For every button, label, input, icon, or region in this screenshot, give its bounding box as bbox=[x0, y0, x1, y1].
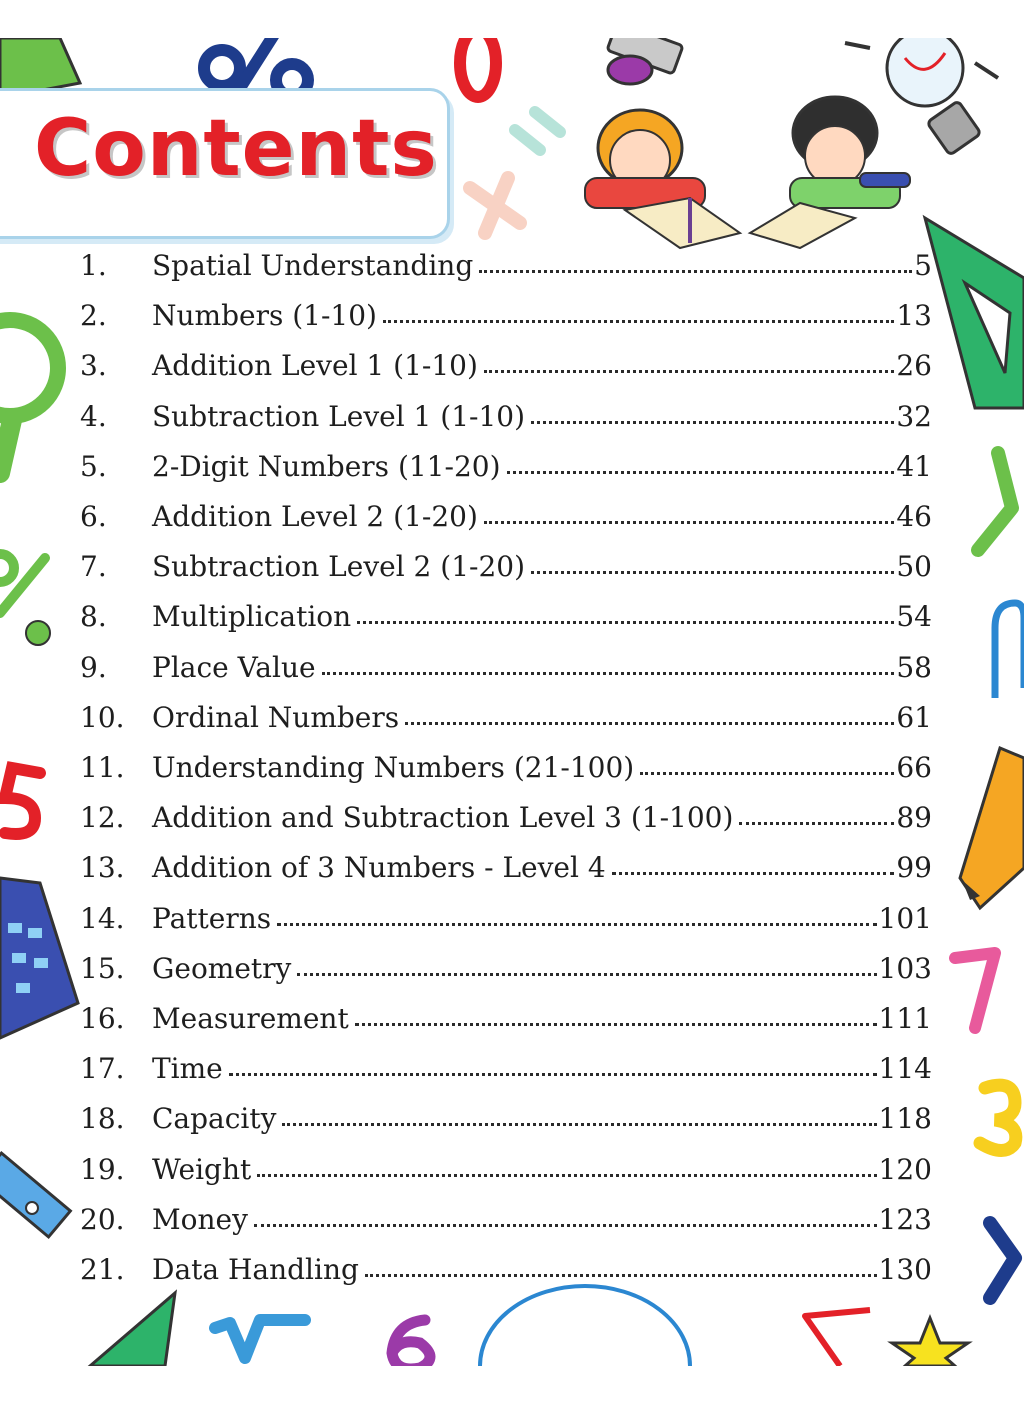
leader-dots bbox=[484, 366, 894, 373]
toc-entry bbox=[80, 899, 932, 939]
chapter-title: Understanding Numbers (21-100) bbox=[152, 751, 635, 784]
page-number: 13 bbox=[896, 299, 932, 333]
toc-entry bbox=[80, 1099, 932, 1139]
leader-dots bbox=[297, 969, 876, 976]
page-number: 41 bbox=[896, 449, 932, 483]
page-number: 99 bbox=[896, 851, 932, 885]
page-number: 130 bbox=[878, 1253, 932, 1286]
page-number: 54 bbox=[896, 600, 932, 634]
leader-dots bbox=[277, 919, 876, 926]
leader-dots bbox=[355, 1019, 877, 1026]
leader-dots bbox=[257, 1170, 876, 1177]
toc-entry bbox=[80, 798, 932, 838]
chapter-number: 12. bbox=[80, 801, 125, 835]
chapter-title: Numbers (1-10) bbox=[152, 299, 377, 333]
chapter-title: Weight bbox=[152, 1152, 252, 1186]
chapter-title: Subtraction Level 1 (1-10) bbox=[152, 399, 526, 433]
toc-entry bbox=[80, 698, 932, 738]
chapter-number: 6. bbox=[80, 500, 107, 533]
page-number: 32 bbox=[896, 399, 932, 433]
leader-dots bbox=[282, 1119, 876, 1126]
chapter-number: 7. bbox=[80, 550, 107, 584]
page-number: 50 bbox=[896, 550, 932, 584]
chapter-title: Data Handling bbox=[152, 1253, 359, 1286]
chapter-number: 13. bbox=[80, 851, 125, 885]
chapter-title: Ordinal Numbers bbox=[152, 700, 400, 734]
chapter-number: 19. bbox=[80, 1152, 125, 1186]
page-number: 120 bbox=[878, 1152, 932, 1186]
chapter-number: 15. bbox=[80, 951, 125, 985]
page-title: Contents bbox=[34, 104, 438, 194]
toc-entry bbox=[80, 447, 932, 487]
page-number: 61 bbox=[896, 700, 932, 734]
chapter-number: 20. bbox=[80, 1202, 125, 1236]
leader-dots bbox=[229, 1069, 877, 1076]
chapter-number: 1. bbox=[80, 249, 107, 282]
toc-entry bbox=[80, 748, 932, 788]
leader-dots bbox=[640, 768, 894, 775]
leader-dots bbox=[322, 668, 895, 675]
page-number: 101 bbox=[878, 901, 932, 935]
toc-entry bbox=[80, 1200, 932, 1240]
toc-entry bbox=[80, 497, 932, 537]
table-of-contents bbox=[0, 38, 1024, 1366]
chapter-title: Addition of 3 Numbers - Level 4 bbox=[152, 851, 606, 885]
leader-dots bbox=[479, 266, 912, 273]
toc-entry bbox=[80, 547, 932, 587]
chapter-title: Subtraction Level 2 (1-20) bbox=[152, 550, 526, 584]
chapter-title: Place Value bbox=[152, 650, 316, 684]
chapter-number: 18. bbox=[80, 1102, 125, 1136]
leader-dots bbox=[357, 617, 894, 624]
toc-entry bbox=[80, 296, 932, 336]
leader-dots bbox=[365, 1270, 877, 1277]
page-number: 123 bbox=[878, 1202, 932, 1236]
chapter-title: Geometry bbox=[152, 951, 292, 985]
leader-dots bbox=[531, 567, 894, 574]
toc-entry bbox=[80, 949, 932, 989]
chapter-title: Addition Level 1 (1-10) bbox=[152, 349, 478, 383]
chapter-title: Time bbox=[152, 1052, 223, 1086]
toc-entry bbox=[80, 1049, 932, 1089]
chapter-number: 14. bbox=[80, 901, 125, 935]
chapter-title: Patterns bbox=[152, 901, 272, 935]
toc-entry bbox=[80, 648, 932, 688]
chapter-title: Addition Level 2 (1-20) bbox=[152, 500, 478, 533]
leader-dots bbox=[531, 417, 894, 424]
leader-dots bbox=[383, 316, 894, 323]
chapter-number: 9. bbox=[80, 650, 107, 684]
page-number: 46 bbox=[896, 500, 932, 533]
page-number: 114 bbox=[878, 1052, 932, 1086]
chapter-title: Addition and Subtraction Level 3 (1-100) bbox=[152, 801, 734, 835]
page-number: 5 bbox=[914, 249, 932, 282]
toc-entry bbox=[80, 1150, 932, 1190]
chapter-title: Multiplication bbox=[152, 600, 352, 634]
leader-dots bbox=[507, 467, 895, 474]
toc-entry bbox=[80, 1250, 932, 1290]
chapter-number: 17. bbox=[80, 1052, 125, 1086]
page-number: 118 bbox=[878, 1102, 932, 1136]
page-number: 26 bbox=[896, 349, 932, 383]
chapter-number: 8. bbox=[80, 600, 107, 634]
page-number: 66 bbox=[896, 751, 932, 784]
leader-dots bbox=[739, 818, 894, 825]
toc-entry bbox=[80, 346, 932, 386]
chapter-number: 4. bbox=[80, 399, 107, 433]
chapter-title: Capacity bbox=[152, 1102, 277, 1136]
contents-page bbox=[0, 38, 1024, 1366]
toc-entry bbox=[80, 246, 932, 286]
chapter-number: 21. bbox=[80, 1253, 125, 1286]
chapter-number: 5. bbox=[80, 449, 107, 483]
chapter-number: 2. bbox=[80, 299, 107, 333]
toc-entry bbox=[80, 397, 932, 437]
page-number: 111 bbox=[878, 1002, 932, 1035]
page-number: 58 bbox=[896, 650, 932, 684]
toc-entry bbox=[80, 848, 932, 888]
chapter-number: 10. bbox=[80, 700, 125, 734]
toc-entry bbox=[80, 999, 932, 1039]
chapter-title: Money bbox=[152, 1202, 248, 1236]
leader-dots bbox=[254, 1220, 877, 1227]
chapter-title: Measurement bbox=[152, 1002, 349, 1035]
chapter-title: Spatial Understanding bbox=[152, 249, 474, 282]
chapter-number: 11. bbox=[80, 751, 125, 784]
toc-entry bbox=[80, 597, 932, 637]
leader-dots bbox=[612, 868, 895, 875]
leader-dots bbox=[405, 718, 894, 725]
chapter-number: 16. bbox=[80, 1002, 125, 1035]
page-number: 89 bbox=[896, 801, 932, 835]
chapter-title: 2-Digit Numbers (11-20) bbox=[152, 449, 501, 483]
chapter-number: 3. bbox=[80, 349, 107, 383]
page-number: 103 bbox=[878, 951, 932, 985]
leader-dots bbox=[484, 517, 894, 524]
